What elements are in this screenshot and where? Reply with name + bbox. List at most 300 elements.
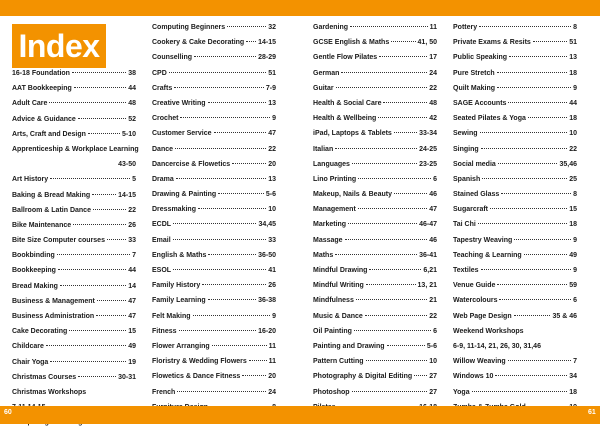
index-entry-page: 9	[573, 236, 577, 244]
index-entry-page: 44	[569, 99, 577, 107]
index-entry-label: Arts, Craft and Design	[12, 130, 86, 138]
index-entry-label: Cake Decorating	[12, 328, 68, 336]
index-entry-label: Teaching & Learning	[453, 251, 522, 259]
index-entry	[12, 96, 136, 111]
index-entry-label: Bike Maintenance	[12, 221, 72, 229]
index-entry	[453, 217, 577, 232]
index-entry-label: Bite Size Computer courses	[12, 237, 105, 245]
index-entry	[453, 66, 577, 81]
index-entry-page: 13	[268, 99, 276, 107]
index-entry	[453, 50, 577, 65]
index-entry-page: 32	[268, 24, 276, 31]
index-entry-page: 5	[132, 176, 136, 184]
index-entry	[152, 278, 276, 293]
index-entry	[453, 309, 577, 324]
dot-leader	[169, 72, 266, 73]
dot-leader	[481, 269, 572, 270]
index-entry-label: Textiles	[453, 267, 479, 274]
dot-leader	[495, 375, 567, 376]
index-entry	[12, 248, 136, 263]
index-entry-label: Tai Chi	[453, 221, 476, 229]
index-entry-label: Health & Wellbeing	[313, 115, 377, 123]
index-entry	[12, 309, 136, 324]
dot-leader	[249, 360, 267, 361]
index-title: Index	[12, 24, 106, 68]
index-entry	[453, 202, 577, 217]
index-entry-label: Weekend Workshops	[453, 327, 524, 335]
index-entry-page: 51	[268, 69, 276, 77]
dot-leader	[232, 163, 266, 164]
dot-leader	[208, 102, 267, 103]
dot-leader	[479, 26, 571, 27]
dot-leader	[378, 117, 427, 118]
index-entry	[12, 172, 136, 187]
index-entry-label: Flower Arranging	[152, 342, 210, 350]
dot-leader	[383, 102, 427, 103]
index-entry-label: Makeup, Nails & Beauty	[313, 191, 392, 199]
dot-leader	[480, 132, 568, 133]
index-entry	[453, 339, 577, 354]
index-entry-page: 19	[128, 358, 136, 366]
index-entry-label: Cookery & Cake Decorating	[152, 39, 245, 47]
index-entry-page: 52	[128, 115, 136, 123]
index-entry-label: Spanish	[453, 175, 481, 183]
index-entry	[313, 324, 437, 339]
index-entry	[313, 369, 437, 384]
index-entry-label: Windows 10	[453, 373, 494, 381]
index-entry-page: 59	[569, 282, 577, 290]
index-entry	[313, 248, 437, 263]
dot-leader	[528, 117, 567, 118]
dot-leader	[73, 224, 126, 225]
index-entry-label: 16-18 Foundation	[12, 70, 70, 77]
index-entry-page: 16-20	[258, 327, 276, 335]
dot-leader	[514, 315, 551, 316]
index-entry-page: 11	[268, 358, 276, 366]
index-entry-label: Tapestry Weaving	[453, 236, 513, 244]
index-entry	[453, 35, 577, 50]
dot-leader	[335, 148, 417, 149]
index-entry	[313, 35, 437, 50]
index-entry-page: 18	[569, 221, 577, 229]
index-entry	[313, 263, 437, 278]
index-entry	[12, 218, 136, 233]
dot-leader	[497, 87, 571, 88]
index-entry-label: Fitness	[152, 327, 177, 335]
index-entry-page: 20	[268, 160, 276, 168]
index-entry-label: Lino Printing	[313, 175, 357, 183]
index-entry	[313, 172, 437, 187]
dot-leader	[193, 315, 271, 316]
dot-leader	[174, 87, 264, 88]
index-entry-page: 11	[268, 342, 276, 350]
index-entry	[152, 263, 276, 278]
index-entry-label: Private Exams & Resits	[453, 39, 531, 47]
index-entry	[12, 263, 136, 278]
index-entry-page: 26	[128, 221, 136, 229]
index-entry-page: 14-15	[258, 39, 276, 47]
index-entry	[12, 294, 136, 309]
index-entry-page: 7	[573, 358, 577, 366]
index-entry-label: SAGE Accounts	[453, 99, 507, 107]
index-entry-page: 6	[573, 297, 577, 305]
index-entry-label: Singing	[453, 145, 479, 153]
index-entry	[152, 50, 276, 65]
index-entry-page: 22	[429, 312, 437, 320]
index-entry-label: Dancercise & Flowetics	[152, 160, 231, 168]
index-entry-label: Venue Guide	[453, 282, 496, 290]
index-entry-label: Computing Beginners	[152, 24, 226, 31]
index-entry	[313, 81, 437, 96]
index-entry-page: 41	[268, 267, 276, 274]
dot-leader	[78, 118, 126, 119]
index-entry-label: Christmas Workshops	[12, 388, 87, 396]
index-entry-page: 17	[429, 54, 437, 62]
index-entry	[152, 157, 276, 172]
dot-leader	[499, 299, 571, 300]
index-entry	[12, 112, 136, 127]
index-entry-page: 47	[429, 206, 437, 214]
index-entry-label: Languages	[313, 160, 350, 168]
index-entry-page: 10	[429, 358, 437, 366]
dot-leader	[508, 102, 567, 103]
index-entry-page: 22	[268, 145, 276, 153]
index-entry-label: Yoga	[453, 388, 470, 396]
index-entry-label: Photoshop	[313, 388, 350, 396]
index-entry-page: 9	[573, 84, 577, 92]
index-entry	[12, 233, 136, 248]
index-entry	[453, 187, 577, 202]
dot-leader	[358, 178, 431, 179]
index-entry-page: 22	[429, 84, 437, 92]
index-entry-page: 41, 50	[417, 39, 437, 47]
index-entry	[313, 126, 437, 141]
index-entry-label: Watercolours	[453, 297, 498, 305]
index-entry-page: 33	[128, 237, 136, 245]
index-entry-page: 13	[569, 54, 577, 62]
dot-leader	[107, 239, 126, 240]
index-entry-page: 49	[569, 251, 577, 259]
index-entry	[12, 127, 136, 142]
index-entry	[313, 50, 437, 65]
dot-leader	[335, 254, 417, 255]
index-entry	[313, 217, 437, 232]
index-entry-page: 48	[128, 100, 136, 108]
index-entry	[453, 172, 577, 187]
index-entry-label: Dance	[152, 145, 174, 153]
index-entry-label: Mindfulness	[313, 297, 354, 305]
dot-leader	[514, 239, 571, 240]
dot-leader	[472, 391, 568, 392]
index-entry-label: Floristry & Wedding Flowers	[152, 358, 247, 366]
index-entry-label: Customer Service	[152, 130, 212, 138]
dot-leader	[497, 72, 568, 73]
dot-leader	[365, 315, 427, 316]
dot-leader	[88, 133, 120, 134]
dot-leader	[341, 72, 427, 73]
index-entry-page: 33-34	[419, 130, 437, 138]
index-entry-label: Management	[313, 206, 356, 214]
index-entry	[453, 278, 577, 293]
index-entry-page: 46	[429, 236, 437, 244]
index-entry	[313, 385, 437, 400]
index-entry-label: ECDL	[152, 221, 172, 229]
index-entry	[313, 20, 437, 35]
dot-leader	[394, 132, 417, 133]
index-entry-page: 47	[128, 297, 136, 305]
index-entry-label: Art History	[12, 176, 49, 184]
index-entry-page: 28-29	[258, 54, 276, 62]
index-entry-page: 5-6	[265, 191, 276, 199]
index-entry-page: 18	[569, 115, 577, 123]
index-column-2	[152, 20, 276, 430]
index-entry	[12, 203, 136, 218]
index-entry-label: Counselling	[152, 54, 193, 62]
index-entry	[152, 111, 276, 126]
index-entry	[12, 385, 136, 400]
dot-leader	[177, 391, 266, 392]
index-entry-page: 42	[429, 115, 437, 123]
top-accent-bar	[0, 0, 600, 16]
dot-leader	[509, 56, 567, 57]
index-entry	[152, 385, 276, 400]
index-entry	[152, 233, 276, 248]
dot-leader	[50, 361, 126, 362]
index-entry-page: 36-38	[258, 297, 276, 305]
index-entry-page: 6	[433, 175, 437, 183]
index-entry-page: 24	[268, 388, 276, 396]
index-entry-page: 8	[573, 24, 577, 31]
dot-leader	[490, 208, 567, 209]
index-entry	[313, 339, 437, 354]
index-entry-label: Music & Dance	[313, 312, 363, 320]
index-entry	[12, 355, 136, 370]
index-entry	[453, 126, 577, 141]
index-entry-label: Public Speaking	[453, 54, 508, 62]
index-entry	[152, 172, 276, 187]
index-entry-page: 11	[429, 24, 437, 31]
dot-leader	[57, 254, 130, 255]
index-entry-label: German	[313, 69, 340, 77]
index-entry-page: 22	[569, 145, 577, 153]
index-entry-label: French	[152, 388, 176, 396]
dot-leader	[369, 269, 421, 270]
index-entry-label: CPD	[152, 69, 167, 77]
index-entry-label: Adult Care	[12, 100, 48, 108]
dot-leader	[508, 360, 571, 361]
index-entry	[313, 142, 437, 157]
dot-leader	[180, 117, 270, 118]
dot-leader	[356, 299, 427, 300]
index-entry-label: Gardening	[313, 24, 349, 31]
index-entry-page: 7	[132, 252, 136, 260]
index-entry-page: 44	[128, 85, 136, 93]
index-entry	[453, 157, 577, 172]
dot-leader	[212, 345, 267, 346]
index-entry-page: 14	[128, 282, 136, 290]
index-entry	[152, 339, 276, 354]
index-entry-page: 36-50	[258, 251, 276, 259]
index-entry	[453, 293, 577, 308]
dot-leader	[96, 315, 126, 316]
dot-leader	[350, 26, 428, 27]
dot-leader	[74, 87, 126, 88]
index-entry-label: Painting and Drawing	[313, 342, 385, 350]
dot-leader	[173, 269, 266, 270]
index-entry-page: 35,46	[559, 160, 577, 168]
index-entry	[313, 293, 437, 308]
index-column-3	[313, 20, 437, 430]
index-entry-page: 13	[268, 175, 276, 183]
index-entry-page: 9	[272, 312, 276, 320]
dot-leader	[179, 330, 257, 331]
index-entry-label: Email	[152, 236, 171, 244]
index-entry-label: Willow Weaving	[453, 358, 506, 366]
index-entry-label: English & Maths	[152, 251, 207, 259]
dot-leader	[175, 148, 266, 149]
index-entry-label: Bread Making	[12, 282, 58, 290]
index-entry-page: 38	[128, 70, 136, 77]
index-entry	[12, 142, 139, 157]
dot-leader	[50, 178, 130, 179]
dot-leader	[533, 41, 567, 42]
index-entry-page: 44	[128, 267, 136, 275]
index-entry	[313, 187, 437, 202]
dot-leader	[497, 284, 567, 285]
index-entry-page: 51	[569, 39, 577, 47]
index-entry	[152, 324, 276, 339]
index-entry	[12, 279, 136, 294]
index-entry-label: Quilt Making	[453, 84, 495, 92]
index-entry	[313, 354, 437, 369]
index-entry-page: 36-41	[419, 251, 437, 259]
index-entry-label: Pottery	[453, 24, 478, 31]
index-entry-page: 46	[429, 191, 437, 199]
index-entry-page: 7-9	[265, 84, 276, 92]
right-page-number: 61	[588, 409, 596, 416]
dot-leader	[46, 345, 126, 346]
index-entry	[453, 324, 577, 339]
index-entry-label: Family History	[152, 282, 201, 290]
dot-leader	[208, 254, 256, 255]
index-column-4	[453, 20, 577, 415]
dot-leader	[227, 26, 266, 27]
index-entry-label: Business & Management	[12, 297, 95, 305]
index-entry	[152, 202, 276, 217]
bottom-accent-bar	[0, 406, 600, 424]
index-entry-label: Christmas Courses	[12, 373, 77, 381]
index-entry-label: Bookbinding	[12, 252, 55, 260]
dot-leader	[214, 132, 267, 133]
dot-leader	[498, 163, 558, 164]
index-entry-label: Sugarcraft	[453, 206, 489, 214]
index-entry	[12, 81, 136, 96]
dot-leader	[366, 284, 416, 285]
index-entry	[453, 81, 577, 96]
dot-leader	[414, 375, 427, 376]
dot-leader	[69, 330, 126, 331]
index-entry-page: 27	[429, 388, 437, 396]
dot-leader	[176, 178, 266, 179]
index-entry	[12, 339, 136, 354]
index-entry-label: Oil Painting	[313, 327, 352, 335]
index-entry-label: Maths	[313, 251, 334, 259]
index-entry-page: 33	[268, 236, 276, 244]
dot-leader	[481, 148, 568, 149]
index-entry-page: 18	[569, 388, 577, 396]
index-entry-label: Advice & Guidance	[12, 115, 76, 123]
index-entry	[453, 263, 577, 278]
dot-leader	[49, 102, 126, 103]
index-entry	[12, 370, 136, 385]
index-entry-label: Photography & Digital Editing	[313, 373, 413, 381]
dot-leader	[194, 56, 256, 57]
index-entry-page: 9	[573, 267, 577, 274]
index-entry	[152, 126, 276, 141]
index-entry-page: 5-10	[121, 130, 136, 138]
index-entry-page: 47	[128, 313, 136, 320]
index-entry-label: Pattern Cutting	[313, 358, 364, 366]
index-entry-label: Dressmaking	[152, 206, 196, 214]
index-entry	[313, 309, 437, 324]
index-entry-label: Pure Stretch	[453, 69, 495, 77]
index-entry	[152, 96, 276, 111]
dot-leader	[60, 285, 126, 286]
index-entry-page: 21	[429, 297, 437, 305]
index-entry-label: Crafts	[152, 84, 173, 92]
dot-leader	[354, 330, 431, 331]
index-entry-label: ESOL	[152, 267, 172, 274]
index-entry-label: AAT Bookkeeping	[12, 85, 72, 93]
index-entry-page: 22	[128, 206, 136, 214]
index-entry-page: 20	[268, 373, 276, 381]
index-entry-page: 48	[429, 99, 437, 107]
index-entry-page: 46-47	[419, 221, 437, 229]
index-entry	[313, 96, 437, 111]
index-entry-label: Stained Glass	[453, 191, 500, 199]
dot-leader	[202, 284, 266, 285]
index-entry-page: 10	[268, 206, 276, 214]
dot-leader	[78, 376, 116, 377]
index-entry-page: 24	[429, 69, 437, 77]
dot-leader	[352, 391, 428, 392]
index-entry-page: 14-15	[118, 191, 136, 199]
index-entry	[313, 202, 437, 217]
index-entry	[12, 157, 136, 172]
dot-leader	[173, 239, 267, 240]
index-entry	[152, 293, 276, 308]
index-entry-label: Drawing & Painting	[152, 191, 217, 199]
index-entry-page: 34,45	[258, 221, 276, 229]
index-entry-page: 5-6	[426, 342, 437, 350]
index-column-1	[12, 66, 139, 431]
dot-leader	[218, 193, 264, 194]
index-entry-page: 10	[569, 130, 577, 138]
index-entry	[12, 324, 136, 339]
index-entry-label: Drama	[152, 175, 174, 183]
index-entry-page: 6	[433, 327, 437, 335]
index-entry-label: Gentle Flow Pilates	[313, 54, 378, 62]
index-entry-label: Marketing	[313, 221, 347, 229]
index-entry-page: 8	[573, 191, 577, 199]
index-entry-page: 6,21	[423, 267, 437, 274]
index-entry	[152, 187, 276, 202]
index-entry-label: Italian	[313, 145, 334, 153]
index-entry-page: 24-25	[419, 145, 437, 153]
index-entry	[152, 20, 276, 35]
index-entry-page: 47	[268, 130, 276, 138]
index-entry-page: 25	[569, 175, 577, 183]
